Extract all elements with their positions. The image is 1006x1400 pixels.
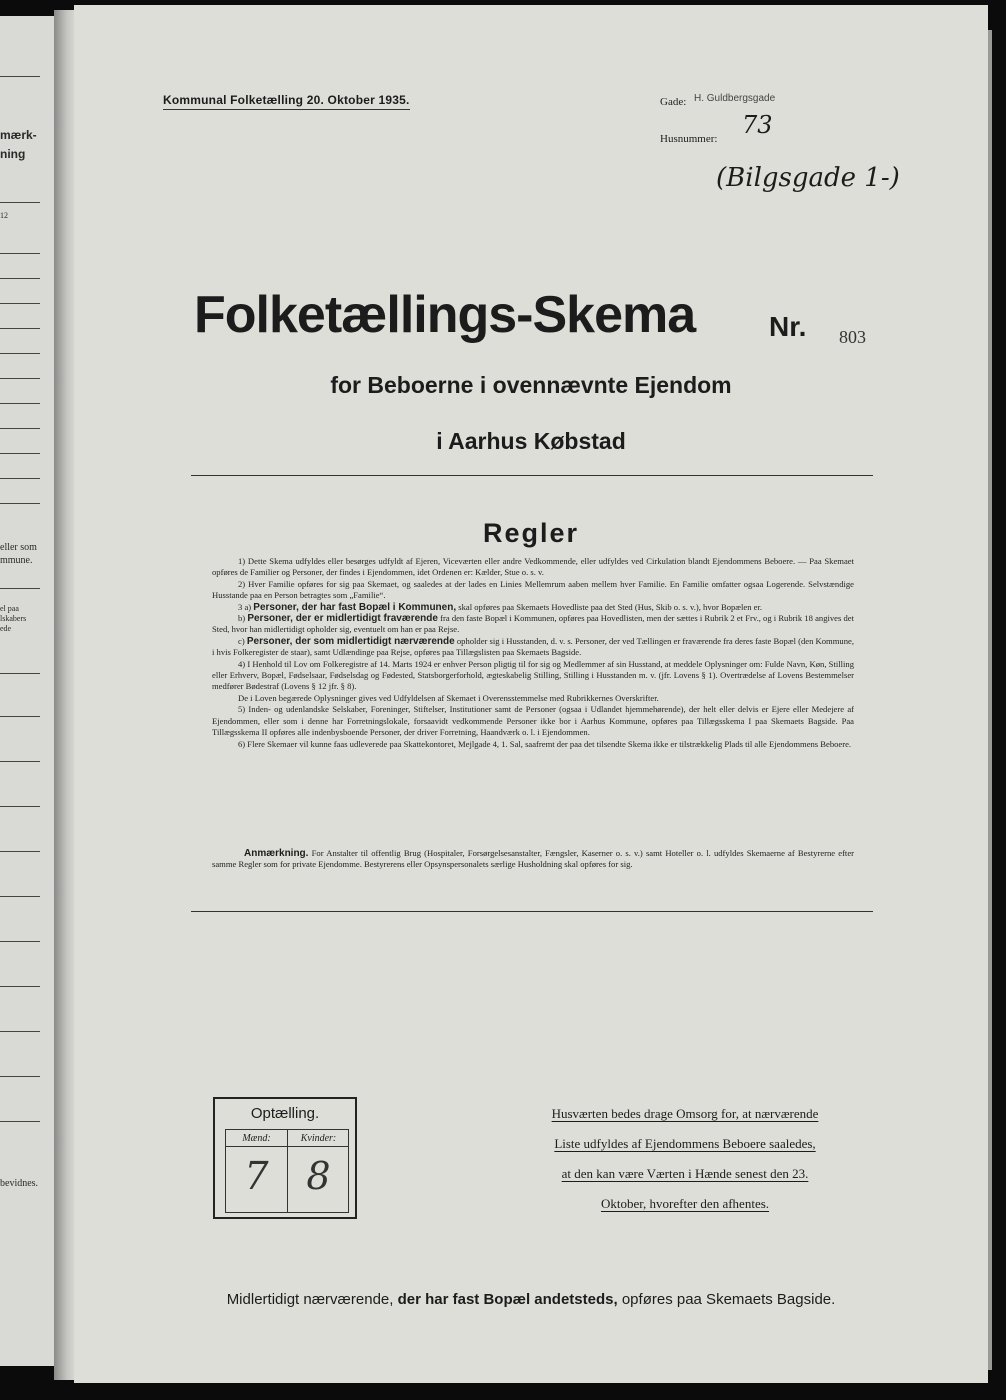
street-value: H. Guldbergsgade [694, 93, 776, 104]
margin-text: 12 [0, 211, 8, 220]
remark [212, 848, 854, 871]
margin-text: el paa [0, 604, 19, 613]
rule-6: 6) Flere Skemaer vil kunne faas udleverede paa Skattekontoret, Mejlgade 4, 1. Sal, saafremt der paa det tilsendte Skema ikke er tilstrækkelig Plads til alle Ejendommens Beboere. [238, 738, 852, 749]
adjacent-page-fragment [0, 16, 54, 1366]
margin-rule [0, 328, 40, 329]
rule-4b: De i Loven begærede Oplysninger gives ved Udfyldelsen af Skemaet i Overensstemmelse med Rubrikkernes Overskrifter. [238, 692, 659, 703]
form-title: Folketællings-Skema [194, 286, 696, 344]
margin-rule [0, 503, 40, 504]
handwritten-address-note: (Bilgsgade 1-) [716, 163, 900, 193]
rule-5: 5) Inden- og udenlandske Selskaber, Foreninger, Stiftelser, Institutioner samt de Personer (ogsaa i Udlandet hjemmehørende), der helt eller delvis er Ejere eller Medejere af Ejendommen, eller som i denne har Forretningslokale, forsaavidt vedkommende Personer ikke bor i Aarhus Kommune, opføres paa Tillægsskema I paa Skemaets Bagside. Paa Tillægsskema II opføres alle indenbysboende Personer, der driver Forretning, Haandværk o. l. i Ejendommen. [212, 704, 854, 738]
landlord-instruction [515, 1099, 855, 1219]
margin-rule [0, 986, 40, 987]
margin-text: ning [0, 147, 26, 161]
count-men-column [226, 1130, 287, 1212]
margin-rule [0, 278, 40, 279]
rules-text [212, 556, 854, 750]
margin-rule [0, 761, 40, 762]
margin-rule [0, 303, 40, 304]
census-form-page [74, 5, 988, 1383]
form-subtitle-city: i Aarhus Købstad [436, 428, 626, 454]
margin-rule [0, 253, 40, 254]
men-count: 7 [244, 1154, 269, 1198]
margin-rule [0, 1031, 40, 1032]
rule-1: 1) Dette Skema udfyldes eller besørges udfyldt af Ejeren, Viceværten eller andre Vedkommende, eller udfyldes ved Cirkulation blandt Ejendommens Beboere. — Paa Skemaet opføres de Familier og Personer, der findes i Ejendommen, idet Ordenen er: Kælder, Stue o. s. v. [212, 556, 854, 578]
margin-rule [0, 428, 40, 429]
margin-rule [0, 202, 40, 203]
rule-2: 2) Hver Familie opføres for sig paa Skemaet, og saaledes at der lades en Linies Mellemrum aaben mellem hver Familie. En Familie omfatter ogsaa Logerende. Selvstændige Husstande paa en Person betragtes som „Familie“. [212, 578, 854, 601]
census-header: Kommunal Folketælling 20. Oktober 1935. [163, 93, 410, 110]
rule-3c: c) Personer, der som midlertidigt nærværende opholder sig i Husstanden, d. v. s. Personer, der ved Tællingen er fraværende fra deres faste Bopæl (den Kommune, i hvis Folkeregister de staar), samt Udlændinge paa Rejse, opføres paa Tillægslisten paa Skemaets Bagside. [212, 635, 854, 658]
landlord-line: Husværten bedes drage Omsorg for, at nærværende [551, 1106, 819, 1121]
count-women-column [287, 1130, 349, 1212]
rule-3b: b) Personer, der er midlertidigt fraværende fra den faste Bopæl i Kommunen, opføres paa Hovedlisten, men der sættes i Rubrik 2 et Frv., og i Rubrik 18 angives det Sted, hvor han midlertidigt opholder sig, eventuelt om han er paa Rejse. [212, 613, 854, 635]
rules-heading: Regler [482, 518, 580, 548]
landlord-line: Liste udfyldes af Ejendommens Beboere saaledes, [554, 1136, 816, 1151]
margin-rule [0, 478, 40, 479]
margin-rule [0, 673, 40, 674]
margin-text: bevidnes. [0, 1178, 39, 1189]
street-label: Gade: [660, 96, 687, 108]
form-number-label: Nr. [769, 311, 807, 342]
margin-rule [0, 851, 40, 852]
margin-rule [0, 453, 40, 454]
margin-text: lskabers [0, 614, 27, 623]
margin-rule [0, 353, 40, 354]
margin-text: mmune. [0, 555, 33, 566]
men-label: Mænd: [242, 1133, 271, 1144]
divider [191, 911, 873, 912]
count-title: Optælling. [250, 1105, 320, 1122]
count-grid [225, 1129, 349, 1213]
margin-rule [0, 403, 40, 404]
margin-rule [0, 941, 40, 942]
women-label: Kvinder: [300, 1133, 337, 1144]
footer-note [74, 1291, 988, 1308]
divider [191, 475, 873, 476]
house-number-label: Husnummer: [660, 133, 718, 145]
remark-text: For Anstalter til offentlig Brug (Hospitaler, Forsørgelsesanstalter, Fængsler, Kaserner o. s. v.) samt Hoteller o. l. udfyldes Skemaerne af Bestyrerne efter samme Regler som for private Ejendomme. Bestyrerens eller Opsynspersonalets særlige Husholdning skal opføres for sig. [212, 848, 855, 870]
margin-rule [0, 1121, 40, 1122]
margin-rule [0, 588, 40, 589]
margin-rule [0, 378, 40, 379]
women-count: 8 [306, 1154, 331, 1198]
footer-part: Midlertidigt nærværende, [226, 1291, 394, 1308]
margin-text: mærk- [0, 128, 37, 142]
margin-rule [0, 896, 40, 897]
margin-text: eller som [0, 542, 37, 553]
margin-rule [0, 806, 40, 807]
rule-3a: 3 a) Personer, der har fast Bopæl i Kommunen, skal opføres paa Skemaets Hovedliste paa det Sted (Hus, Skib o. s. v.), hvor Bopælen er. [238, 601, 763, 613]
margin-rule [0, 1076, 40, 1077]
count-box [213, 1097, 357, 1219]
footer-part: opføres paa Skemaets Bagside. [621, 1291, 836, 1308]
page-edge [988, 30, 992, 1370]
remark-label: Anmærkning. [244, 848, 309, 859]
footer-part-bold: der har fast Bopæl andetsteds, [397, 1291, 618, 1308]
margin-rule [0, 76, 40, 77]
landlord-line: Oktober, hvorefter den afhentes. [600, 1196, 770, 1211]
form-subtitle: for Beboerne i ovennævnte Ejendom [330, 372, 732, 398]
rule-4: 4) I Henhold til Lov om Folkeregistre af 14. Marts 1924 er enhver Person pligtig til for sig og Medlemmer af sin Husstand, at meddele Oplysninger om: Fulde Navn, Køn, Stilling eller Erhverv, Bopæl, Fødselsaar, Fødselsdag og Fødested, Statsborgerforhold, ægteskabelig Stilling, Stilling i Husstanden m. v. (jfr. Lovens § 1). Overtrædelse af Lovens Bestemmelser medfører Bødestraf (Lovens § 12 jfr. § 8). [212, 658, 854, 692]
landlord-line: at den kan være Værten i Hænde senest den 23. [561, 1166, 809, 1181]
form-number-value: 803 [839, 327, 866, 347]
margin-rule [0, 716, 40, 717]
margin-text: ede [0, 624, 12, 633]
house-number-value: 73 [742, 111, 773, 139]
